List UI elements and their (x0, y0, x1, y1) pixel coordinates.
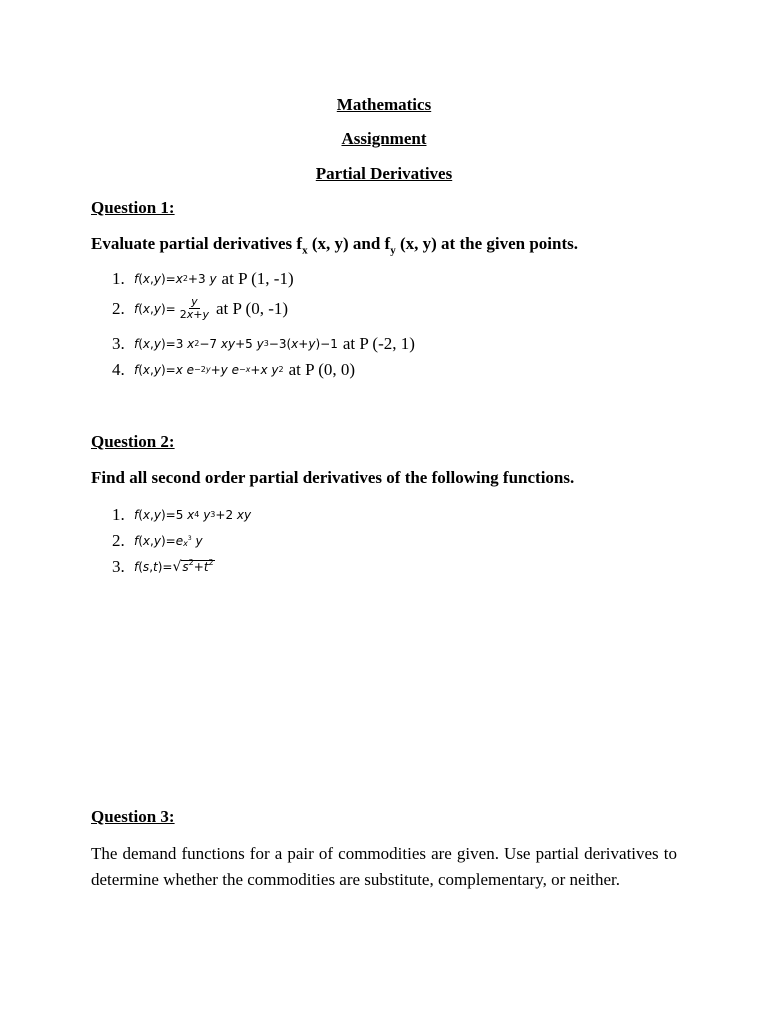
q1-item-4 (112, 360, 355, 380)
item-number: 2. (112, 531, 125, 550)
question-2-instruction: Find all second order partial derivatives of the following functions. (91, 468, 575, 487)
item-number: 3. (112, 557, 125, 576)
item-number: 4. (112, 360, 125, 379)
evaluation-point: at P (0, 0) (288, 360, 356, 379)
item-number: 1. (112, 269, 125, 288)
subscript-y: y (390, 244, 396, 257)
equation-image: f ( x , y )= x 2 +3 y (134, 272, 217, 286)
q2-item-1 (112, 505, 256, 525)
instruction-text-part: (x, y) and f (307, 234, 391, 253)
subject-title: Mathematics (336, 95, 432, 114)
question-2-heading: Question 2: (91, 432, 175, 451)
instruction-text-part: Evaluate partial derivatives f (91, 234, 303, 253)
question-3-heading: Question 3: (91, 807, 175, 826)
item-number: 3. (112, 334, 125, 353)
equation-image: f ( s , t )= √ $s^2+t^2$ (134, 558, 214, 575)
instruction-text-part: (x, y) at the given points. (395, 234, 578, 253)
q2-item-3 (112, 557, 220, 577)
subscript-x: x (302, 244, 308, 257)
question-3-text: The demand functions for a pair of commodities are given. Use partial derivatives to determine whether the commodities are substitute, complementary, or neither. (91, 844, 677, 889)
evaluation-point: at P (1, -1) (221, 269, 294, 288)
evaluation-point: at P (0, -1) (215, 298, 289, 318)
q1-item-2 (112, 296, 288, 321)
equation-image: f ( x , y )= e $x^3$ y (134, 534, 203, 548)
assignment-title: Assignment (341, 129, 427, 148)
item-number: 1. (112, 505, 125, 524)
equation-image: f ( x , y )= x e −2y + y e −x + x y 2 (134, 363, 284, 377)
equation-image: f ( x , y )= $\frac{y}{2x+y}$ (134, 295, 209, 321)
question-1-heading: Question 1: (91, 198, 175, 217)
q1-item-1 (112, 269, 294, 289)
equation-image: f ( x , y )=3 x 2 −7 xy +5 y 3 −3( x + y )−1 (134, 337, 338, 351)
q1-item-3 (112, 334, 415, 354)
item-number: 2. (112, 298, 125, 318)
q2-item-2 (112, 531, 208, 551)
topic-title: Partial Derivatives (315, 164, 453, 183)
evaluation-point: at P (-2, 1) (342, 334, 415, 353)
equation-image: f ( x , y )=5 x 4 y 3 +2 xy (134, 508, 252, 522)
question-1-instruction (91, 234, 578, 256)
